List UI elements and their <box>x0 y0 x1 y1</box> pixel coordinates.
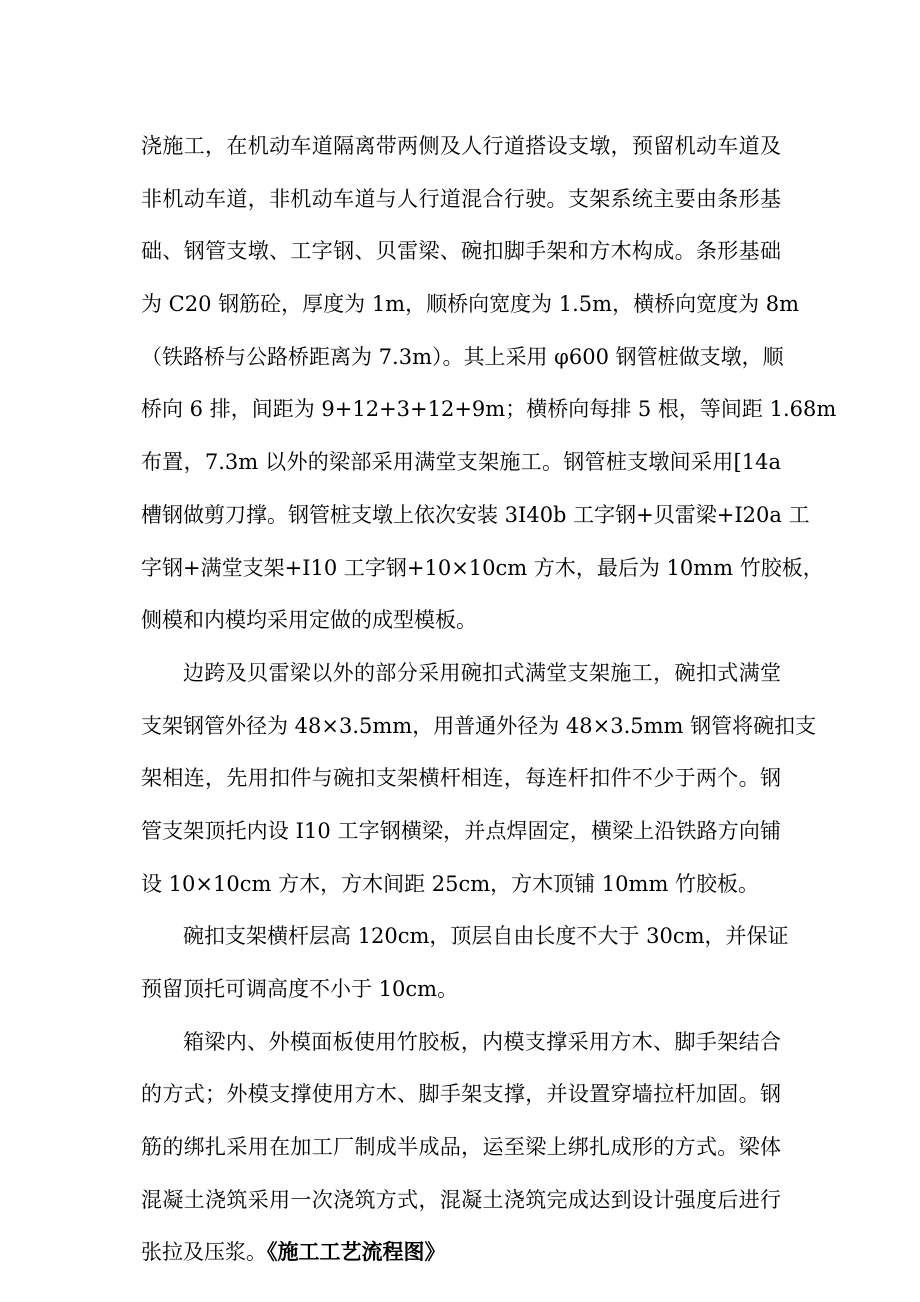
text-fragment: 张拉及压浆。 <box>141 1240 267 1265</box>
text-line: 预留顶托可调高度不小于 10cm。 <box>141 977 459 1001</box>
text-line: 边跨及贝雷梁以外的部分采用碗扣式满堂支架施工，碗扣式满堂 <box>183 660 781 685</box>
text-line: 槽钢做剪刀撑。钢管桩支墩上依次安装 3I40b 工字钢+贝雷梁+I20a 工 <box>141 502 810 527</box>
paragraph-4 <box>141 1016 781 1279</box>
text-line: 设 10×10cm 方木，方木间距 25cm，方木顶铺 10mm 竹胶板。 <box>141 871 760 896</box>
text-line-final <box>141 1226 781 1279</box>
text-line: 架相连，先用扣件与碗扣支架横杆相连，每连杆扣件不少于两个。钢 <box>141 766 781 791</box>
text-line: 桥向 6 排，间距为 9+12+3+12+9m；横桥向每排 5 根，等间距 1.68m <box>141 397 837 422</box>
paragraph-2 <box>141 647 817 910</box>
paragraph-1 <box>141 120 837 647</box>
text-line: 浇施工，在机动车道隔离带两侧及人行道搭设支墩，预留机动车道及 <box>141 134 781 158</box>
text-line: 箱梁内、外模面板使用竹胶板，内模支撑采用方木、脚手架结合 <box>183 1029 781 1054</box>
text-line: 的方式；外模支撑使用方木、脚手架支撑，并设置穿墙拉杆加固。钢 <box>141 1082 781 1107</box>
text-line: 筋的绑扎采用在加工厂制成半成品，运至梁上绑扎成形的方式。梁体 <box>141 1135 781 1160</box>
text-line: 字钢+满堂支架+I10 工字钢+10×10cm 方木，最后为 10mm 竹胶板， <box>141 555 824 580</box>
text-line: 布置，7.3m 以外的梁部采用满堂支架施工。钢管桩支墩间采用[14a <box>141 450 781 475</box>
text-line: 碗扣支架横杆层高 120cm，顶层自由长度不大于 30cm，并保证 <box>183 924 789 949</box>
text-line: 为 C20 钢筋砼，厚度为 1m，顺桥向宽度为 1.5m，横桥向宽度为 8m <box>141 292 800 317</box>
text-line: 混凝土浇筑采用一次浇筑方式，混凝土浇筑完成达到设计强度后进行 <box>141 1187 781 1212</box>
text-line: 支架钢管外径为 48×3.5mm，用普通外径为 48×3.5mm 钢管将碗扣支 <box>141 713 817 738</box>
text-line: 侧模和内模均采用定做的成型模板。 <box>141 608 477 633</box>
document-body <box>141 120 837 1279</box>
paragraph-3 <box>141 910 789 1015</box>
flowchart-reference: 《施工工艺流程图》 <box>267 1239 446 1265</box>
text-line: 管支架顶托内设 I10 工字钢横梁，并点焊固定，横梁上沿铁路方向铺 <box>141 818 781 843</box>
text-line: 础、钢管支墩、工字钢、贝雷梁、碗扣脚手架和方木构成。条形基础 <box>141 239 781 264</box>
text-line: 非机动车道，非机动车道与人行道混合行驶。支架系统主要由条形基 <box>141 186 781 211</box>
text-line: （铁路桥与公路桥距离为 7.3m）。其上采用 φ600 钢管桩做支墩，顺 <box>141 344 784 369</box>
